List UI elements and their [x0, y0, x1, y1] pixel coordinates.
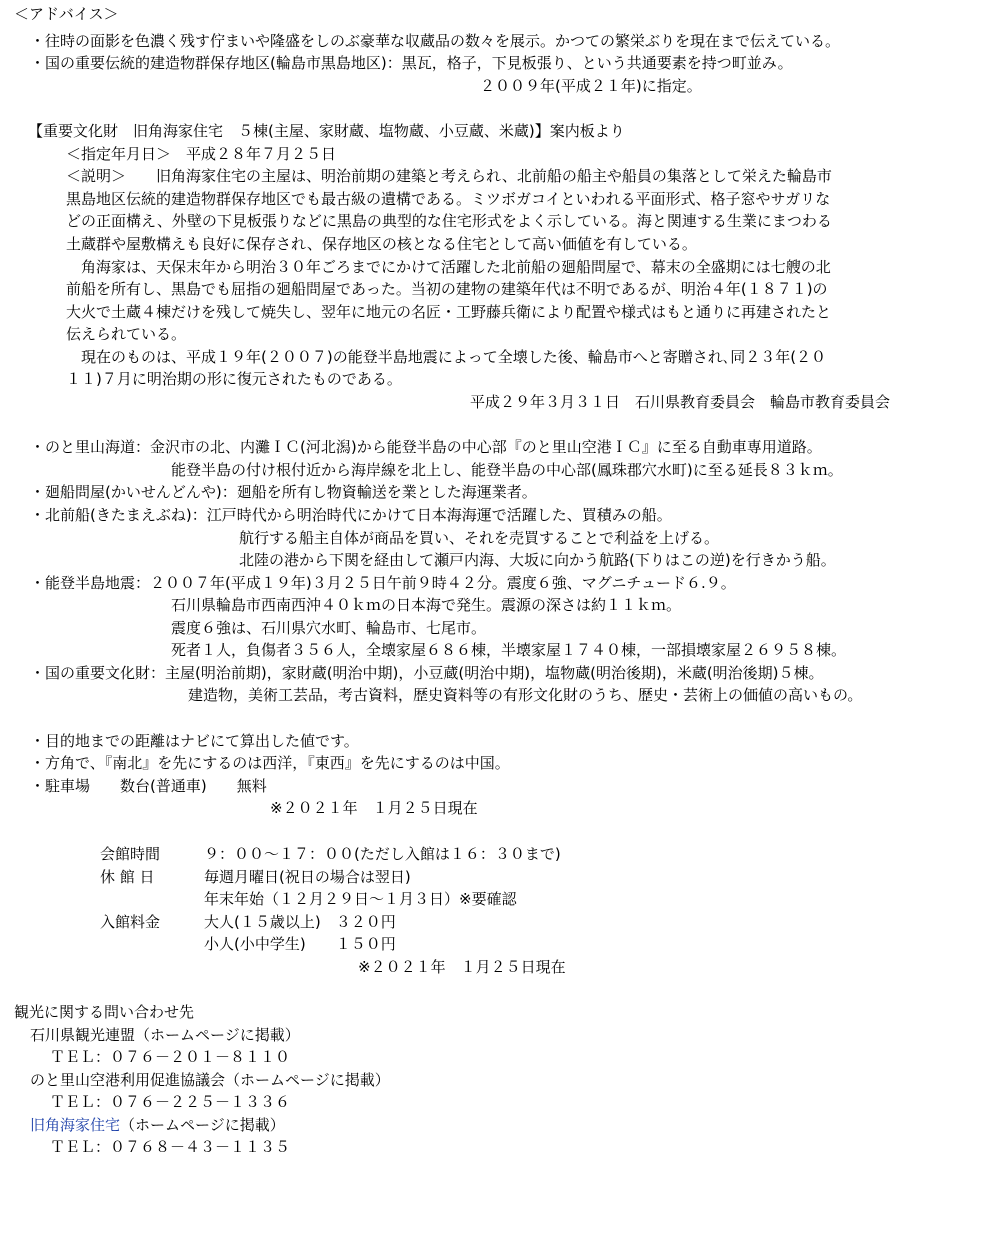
contact-3-suffix: （ホームページに掲載）: [120, 1116, 285, 1134]
note-cultural-property-cont: 建造物，美術工芸品，考古資料，歴史資料等の有形文化財のうち、歴史・芸術上の価値の高いもの。: [188, 686, 863, 704]
note-noto-satoyama: ・のと里山海道：金沢市の北、内灘ＩＣ(河北潟)から能登半島の中心部『のと里山空港ＩＣ』に至る自動車専用道路。: [30, 438, 822, 456]
note-earthquake-cont: 石川県輪島市西南西沖４０ｋｍの日本海で発生。震源の深さは約１１ｋｍ。: [171, 596, 682, 614]
board-title: 【重要文化財 旧角海家住宅 ５棟(主屋、家財蔵、塩物蔵、小豆蔵、米蔵)】案内板より: [28, 122, 625, 140]
fee-label: 入館料金: [100, 913, 161, 931]
advice-bullet-1: ・往時の面影を色濃く残す佇まいや隆盛をしのぶ豪華な収蔵品の数々を展示。かつての繁栄ぶりを現在まで伝えている。: [30, 32, 841, 50]
note-earthquake-cont: 死者１人，負傷者３５６人，全壊家屋６８６棟，半壊家屋１７４０棟，一部損壊家屋２６９５８棟。: [171, 641, 847, 659]
hours-closed-value: 年末年始（１２月２９日～１月３日）※要確認: [204, 890, 517, 908]
misc-direction-note: ・方角で、『南北』を先にするのは西洋，『東西』を先にするのは中国。: [30, 754, 510, 772]
advice-bullet-2: ・国の重要伝統的建造物群保存地区(輪島市黒島地区)：黒瓦，格子，下見板張り、という共通要素を持つ町並み。: [30, 54, 793, 72]
board-designation-date: ＜指定年月日＞ 平成２８年７月２５日: [66, 145, 337, 163]
board-line: 土蔵群や屋敷構えも良好に保存され、保存地区の核となる住宅として高い価値を有している。: [66, 235, 697, 253]
note-noto-satoyama-cont: 能登半島の付け根付近から海岸線を北上し、能登半島の中心部(鳳珠郡穴水町)に至る延長８３ｋｍ。: [171, 461, 843, 479]
board-line: ＜説明＞ 旧角海家住宅の主屋は、明治前期の建築と考えられ、北前船の船主や船員の集落として栄えた輪島市: [66, 167, 832, 185]
fee-adult: 大人(１５歳以上) ３２０円: [204, 913, 396, 931]
note-kaisen-donya: ・廻船問屋(かいせんどんや)：廻船を所有し物資輸送を業とした海運業者。: [30, 483, 537, 501]
board-line: 黒島地区伝統的建造物群保存地区でも最古級の遺構である。ミツボガコイといわれる平面形式、格子窓やサガリな: [66, 190, 831, 208]
board-line: 角海家は、天保末年から明治３０年ごろまでにかけて活躍した北前船の廻船問屋で、幕末の全盛期には七艘の北: [66, 258, 831, 276]
misc-distance-note: ・目的地までの距離はナビにて算出した値です。: [30, 732, 359, 750]
contact-2-tel: ＴＥＬ：０７６－２２５－１３３６: [50, 1093, 291, 1111]
contact-2-name: のと里山空港利用促進協議会（ホームページに掲載）: [30, 1071, 390, 1089]
board-line: 伝えられている。: [66, 325, 187, 343]
board-line: １１)７月に明治期の形に復元されたものである。: [66, 370, 402, 388]
board-line: 大火で土蔵４棟だけを残して焼失し、翌年に地元の名匠・工野藤兵衛により配置や様式はもと通りに再建されたと: [66, 303, 832, 321]
misc-parking-date: ※２０２１年 １月２５日現在: [270, 799, 478, 817]
note-kitamaebune: ・北前船(きたまえぶね)：江戸時代から明治時代にかけて日本海海運で活躍した、買積みの船。: [30, 506, 672, 524]
board-line: どの正面構え、外壁の下見板張りなどに黒島の典型的な住宅形式をよく示している。海と関連する生業にまつわる: [66, 212, 832, 230]
misc-parking: ・駐車場 数台(普通車) 無料: [30, 777, 267, 795]
note-earthquake-cont: 震度６強は、石川県穴水町、輪島市、七尾市。: [171, 619, 487, 637]
board-line: 現在のものは、平成１９年(２００７)の能登半島地震によって全壊した後、輪島市へと寄贈され､同２３年(２０: [66, 348, 827, 366]
note-earthquake: ・能登半島地震：２００７年(平成１９年)３月２５日午前９時４２分。震度６強、マグニチュード６.９。: [30, 574, 736, 592]
note-kitamaebune-cont: 北陸の港から下関を経由して瀬戸内海、大坂に向かう航路(下りはこの逆)を行きかう船。: [239, 551, 836, 569]
hours-open-label: 会館時間: [100, 845, 161, 863]
contact-3-tel: ＴＥＬ：０７６８－４３－１１３５: [50, 1138, 291, 1156]
board-signature: 平成２９年３月３１日 石川県教育委員会 輪島市教育委員会: [470, 393, 891, 411]
contacts-heading: 観光に関する問い合わせ先: [14, 1003, 195, 1021]
contact-3-name: [30, 1114, 285, 1136]
hours-closed-label: 休 館 日: [100, 868, 155, 886]
fee-child: 小人(小中学生) １５０円: [204, 935, 396, 953]
note-kitamaebune-cont: 航行する船主自体が商品を買い、それを売買することで利益を上げる。: [239, 529, 720, 547]
board-line: 前船を所有し、黒島でも屈指の廻船問屋であった。当初の建物の建築年代は不明であるが、明治４年(１８７１)の: [66, 280, 828, 298]
note-cultural-property: ・国の重要文化財：主屋(明治前期)，家財蔵(明治中期)，小豆蔵(明治中期)，塩物蔵(明治後期)，米蔵(明治後期)５棟。: [30, 664, 824, 682]
contact-3-link[interactable]: 旧角海家住宅: [30, 1116, 121, 1134]
hours-closed-value: 毎週月曜日(祝日の場合は翌日): [204, 868, 411, 886]
contact-1-name: 石川県観光連盟（ホームページに掲載）: [30, 1026, 300, 1044]
contact-1-tel: ＴＥＬ：０７６－２０１－８１１０: [50, 1048, 291, 1066]
advice-bullet-2-continuation: ２００９年(平成２１年)に指定。: [480, 77, 702, 95]
advice-heading: ＜アドバイス＞: [14, 5, 119, 23]
hours-open-value: ９：００～１７：００(ただし入館は１６：３０まで): [204, 845, 561, 863]
hours-date: ※２０２１年 １月２５日現在: [358, 958, 566, 976]
